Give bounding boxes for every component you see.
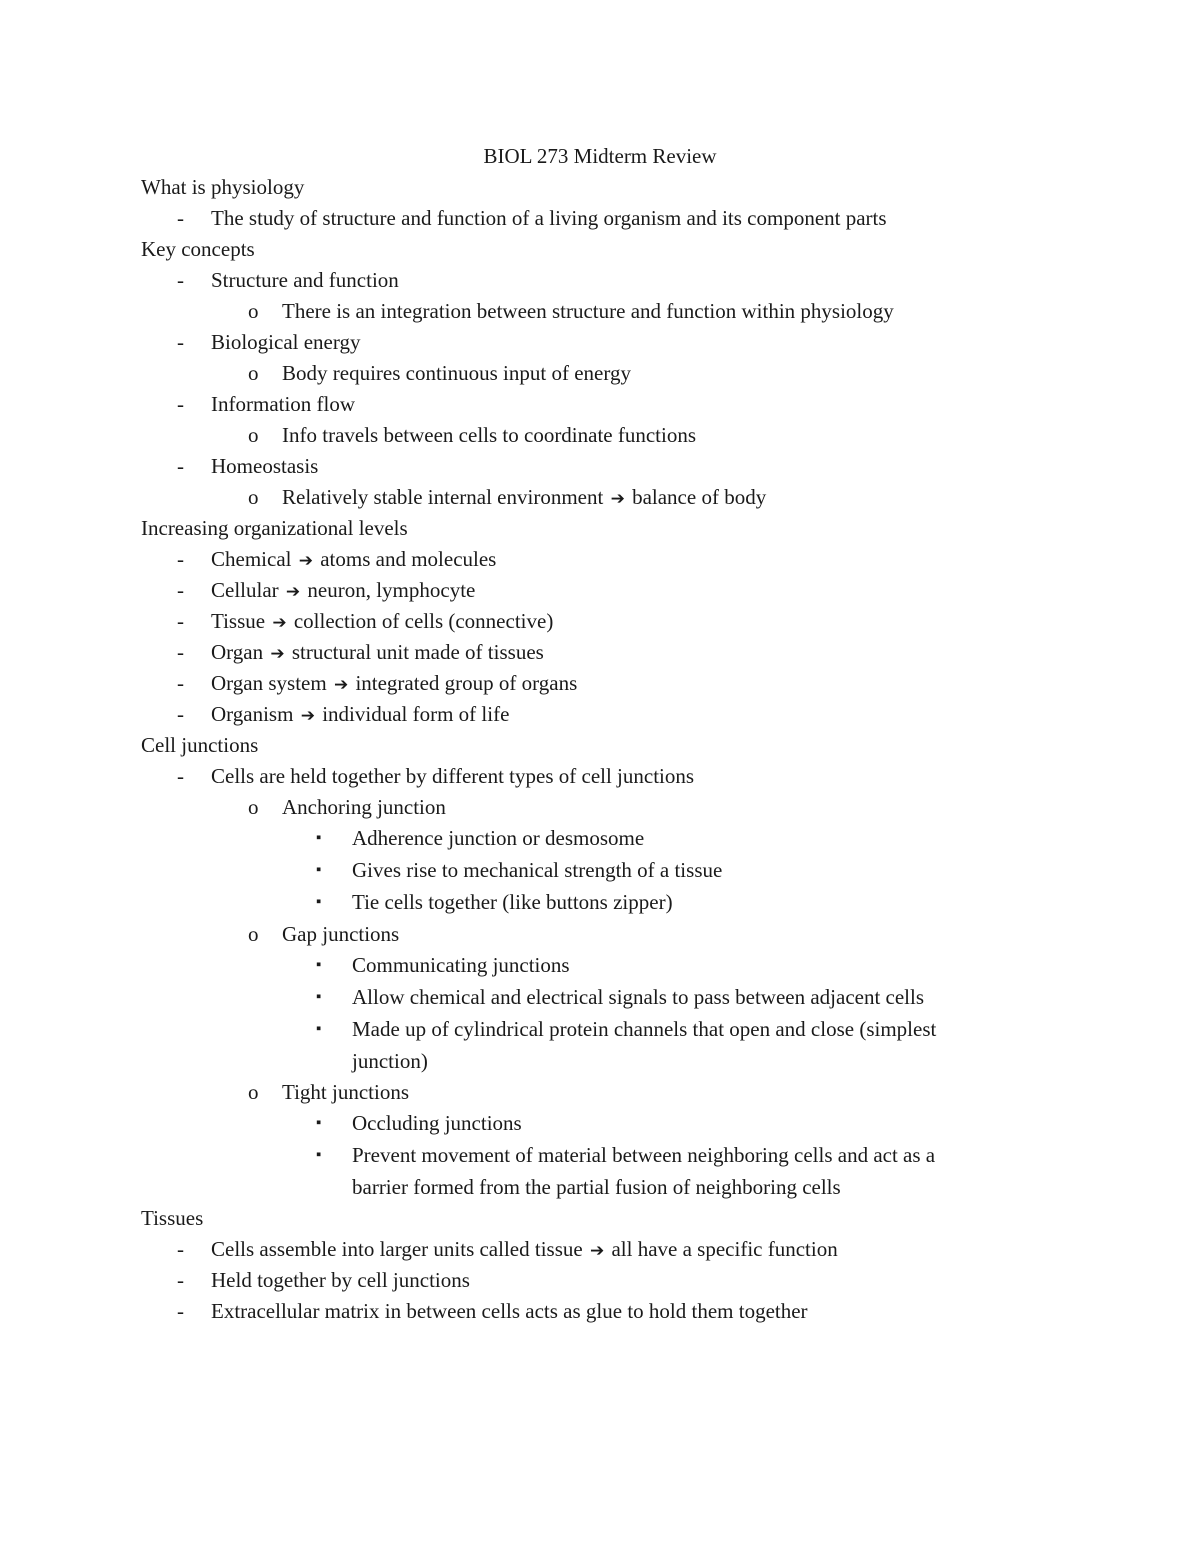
list-item-text: Biological energy (211, 330, 361, 354)
list-item-continuation-text: junction) (352, 1049, 428, 1073)
dash-bullet: - (177, 671, 184, 695)
document-body (0, 173, 1200, 1328)
list-item-text: Made up of cylindrical protein channels that open and close (simplest (352, 1017, 937, 1041)
list-item-text: Anchoring junction (282, 795, 446, 819)
dash-bullet: - (177, 609, 184, 633)
list-item (0, 1297, 1200, 1328)
square-bullet-icon: ▪ (316, 862, 322, 878)
dash-bullet: - (177, 206, 184, 230)
list-item (0, 328, 1200, 359)
list-item-text: Info travels between cells to coordinate functions (282, 423, 697, 447)
square-bullet-icon: ▪ (316, 989, 322, 1005)
list-item-text: Organism ➔ individual form of life (211, 702, 510, 726)
circle-bullet: o (248, 795, 259, 819)
section-heading-text: Tissues (141, 1206, 204, 1230)
list-item (0, 576, 1200, 607)
list-item-text: Relatively stable internal environment ➔ balance of body (282, 485, 767, 509)
square-bullet-icon: ▪ (316, 957, 322, 973)
list-item-continuation-text: barrier formed from the partial fusion of neighboring cells (352, 1175, 841, 1199)
list-item (0, 920, 1200, 951)
circle-bullet: o (248, 922, 259, 946)
list-item (0, 824, 1200, 856)
list-item-text: Body requires continuous input of energy (282, 361, 631, 385)
list-item-text: Tight junctions (282, 1080, 410, 1104)
list-item (0, 700, 1200, 731)
circle-bullet: o (248, 299, 259, 323)
list-item (0, 266, 1200, 297)
list-item (0, 204, 1200, 235)
arrow-icon: ➔ (298, 551, 313, 571)
dash-bullet: - (177, 1268, 184, 1292)
list-item-text: Cellular ➔ neuron, lymphocyte (211, 578, 476, 602)
list-item-text: Communicating junctions (352, 953, 570, 977)
square-bullet-icon: ▪ (316, 1021, 322, 1037)
list-item (0, 1235, 1200, 1266)
list-item (0, 1078, 1200, 1109)
dash-bullet: - (177, 454, 184, 478)
dash-bullet: - (177, 1237, 184, 1261)
list-item (0, 762, 1200, 793)
list-item-text: Extracellular matrix in between cells acts as glue to hold them together (211, 1299, 808, 1323)
circle-bullet: o (248, 485, 259, 509)
list-item-text: Organ ➔ structural unit made of tissues (211, 640, 544, 664)
list-item-text: There is an integration between structure and function within physiology (282, 299, 894, 323)
section-heading (0, 514, 1200, 545)
list-item (0, 638, 1200, 669)
arrow-icon: ➔ (285, 582, 301, 602)
list-item-text: Gives rise to mechanical strength of a tissue (352, 858, 723, 882)
dash-bullet: - (177, 702, 184, 726)
section-heading (0, 173, 1200, 204)
section-heading (0, 1204, 1200, 1235)
arrow-icon: ➔ (589, 1241, 605, 1261)
arrow-icon: ➔ (270, 644, 285, 664)
arrow-icon: ➔ (300, 706, 315, 726)
list-item (0, 669, 1200, 700)
list-item (0, 1141, 1200, 1173)
circle-bullet: o (248, 1080, 259, 1104)
section-heading-text: Increasing organizational levels (141, 516, 408, 540)
section-heading-text: Key concepts (141, 237, 255, 261)
dash-bullet: - (177, 268, 184, 292)
list-item-text: Adherence junction or desmosome (352, 826, 645, 850)
square-bullet-icon: ▪ (316, 1147, 322, 1163)
list-item-text: The study of structure and function of a living organism and its component parts (211, 206, 887, 230)
section-heading (0, 731, 1200, 762)
list-item-text: Cells assemble into larger units called tissue ➔ all have a specific function (211, 1237, 838, 1261)
list-item-text: Prevent movement of material between neighboring cells and act as a (352, 1143, 936, 1167)
list-item (0, 1266, 1200, 1297)
list-item (0, 793, 1200, 824)
section-heading-text: What is physiology (141, 175, 305, 199)
square-bullet-icon: ▪ (316, 1115, 322, 1131)
list-item-text: Allow chemical and electrical signals to pass between adjacent cells (352, 985, 925, 1009)
list-item-text: Occluding junctions (352, 1111, 522, 1135)
square-bullet-icon: ▪ (316, 830, 322, 846)
circle-bullet: o (248, 423, 259, 447)
dash-bullet: - (177, 392, 184, 416)
list-item-continuation (0, 1047, 1200, 1078)
list-item-text: Information flow (211, 392, 356, 416)
list-item (0, 856, 1200, 888)
list-item-text: Tissue ➔ collection of cells (connective) (211, 609, 554, 633)
list-item-text: Organ system ➔ integrated group of organs (211, 671, 578, 695)
list-item (0, 888, 1200, 920)
list-item (0, 607, 1200, 638)
list-item (0, 297, 1200, 328)
dash-bullet: - (177, 578, 184, 602)
page-title: BIOL 273 Midterm Review (483, 144, 717, 168)
list-item (0, 1109, 1200, 1141)
list-item (0, 545, 1200, 576)
dash-bullet: - (177, 764, 184, 788)
list-item (0, 359, 1200, 390)
dash-bullet: - (177, 547, 184, 571)
list-item-text: Tie cells together (like buttons zipper) (352, 890, 673, 914)
dash-bullet: - (177, 1299, 184, 1323)
list-item (0, 390, 1200, 421)
list-item (0, 452, 1200, 483)
list-item-text: Cells are held together by different types of cell junctions (211, 764, 695, 788)
square-bullet-icon: ▪ (316, 894, 322, 910)
arrow-icon: ➔ (333, 675, 349, 695)
list-item (0, 1015, 1200, 1047)
list-item (0, 951, 1200, 983)
list-item-continuation (0, 1173, 1200, 1204)
list-item-text: Gap junctions (282, 922, 400, 946)
list-item (0, 483, 1200, 514)
section-heading (0, 235, 1200, 266)
section-heading-text: Cell junctions (141, 733, 259, 757)
list-item-text: Homeostasis (211, 454, 319, 478)
arrow-icon: ➔ (272, 613, 287, 633)
list-item-text: Chemical ➔ atoms and molecules (211, 547, 497, 571)
arrow-icon: ➔ (610, 489, 625, 509)
dash-bullet: - (177, 640, 184, 664)
list-item (0, 421, 1200, 452)
circle-bullet: o (248, 361, 259, 385)
list-item (0, 983, 1200, 1015)
dash-bullet: - (177, 330, 184, 354)
list-item-text: Structure and function (211, 268, 399, 292)
list-item-text: Held together by cell junctions (211, 1268, 470, 1292)
